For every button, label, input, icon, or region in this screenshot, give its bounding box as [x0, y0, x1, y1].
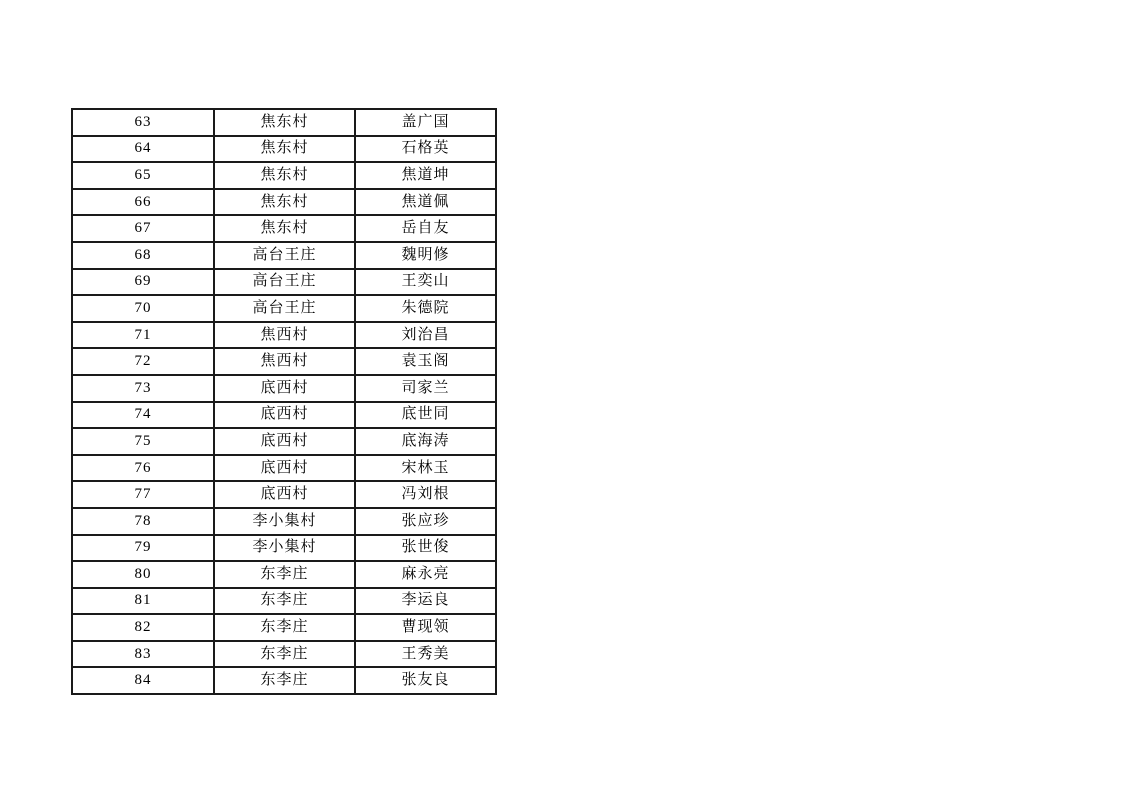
table-row: [72, 481, 496, 508]
cell-serial-number: 72: [72, 348, 214, 375]
table-row: [72, 189, 496, 216]
cell-person-name: 底海涛: [355, 428, 496, 455]
cell-village-name: 焦东村: [214, 162, 355, 189]
cell-serial-number: 73: [72, 375, 214, 402]
cell-village-name: 焦东村: [214, 215, 355, 242]
cell-person-name: 王秀美: [355, 641, 496, 668]
cell-person-name: 宋林玉: [355, 455, 496, 482]
cell-serial-number: 63: [72, 109, 214, 136]
cell-person-name: 曹现领: [355, 614, 496, 641]
cell-serial-number: 68: [72, 242, 214, 269]
cell-village-name: 焦东村: [214, 136, 355, 163]
table-row: [72, 588, 496, 615]
cell-village-name: 高台王庄: [214, 242, 355, 269]
cell-village-name: 东李庄: [214, 561, 355, 588]
cell-serial-number: 64: [72, 136, 214, 163]
table-row: [72, 561, 496, 588]
table-row: [72, 508, 496, 535]
cell-serial-number: 67: [72, 215, 214, 242]
table-row: [72, 136, 496, 163]
cell-village-name: 高台王庄: [214, 269, 355, 296]
cell-village-name: 底西村: [214, 402, 355, 429]
table-row: [72, 375, 496, 402]
table-row: [72, 242, 496, 269]
cell-serial-number: 78: [72, 508, 214, 535]
cell-serial-number: 84: [72, 667, 214, 694]
roster-table: [71, 108, 497, 695]
cell-serial-number: 77: [72, 481, 214, 508]
cell-person-name: 麻永亮: [355, 561, 496, 588]
cell-village-name: 底西村: [214, 455, 355, 482]
cell-serial-number: 65: [72, 162, 214, 189]
cell-person-name: 李运良: [355, 588, 496, 615]
table-row: [72, 348, 496, 375]
table-row: [72, 428, 496, 455]
cell-village-name: 焦西村: [214, 322, 355, 349]
cell-village-name: 李小集村: [214, 535, 355, 562]
table-row: [72, 269, 496, 296]
cell-village-name: 底西村: [214, 428, 355, 455]
cell-village-name: 东李庄: [214, 667, 355, 694]
table-row: [72, 322, 496, 349]
cell-person-name: 张友良: [355, 667, 496, 694]
table-row: [72, 215, 496, 242]
cell-person-name: 岳自友: [355, 215, 496, 242]
cell-person-name: 袁玉阁: [355, 348, 496, 375]
cell-village-name: 东李庄: [214, 641, 355, 668]
cell-serial-number: 80: [72, 561, 214, 588]
cell-village-name: 焦西村: [214, 348, 355, 375]
cell-person-name: 焦道坤: [355, 162, 496, 189]
roster-table-body: [72, 109, 496, 694]
cell-person-name: 司家兰: [355, 375, 496, 402]
cell-village-name: 东李庄: [214, 614, 355, 641]
cell-village-name: 底西村: [214, 375, 355, 402]
cell-serial-number: 79: [72, 535, 214, 562]
cell-serial-number: 83: [72, 641, 214, 668]
cell-serial-number: 76: [72, 455, 214, 482]
cell-person-name: 王奕山: [355, 269, 496, 296]
table-row: [72, 455, 496, 482]
table-row: [72, 402, 496, 429]
cell-serial-number: 81: [72, 588, 214, 615]
cell-person-name: 底世同: [355, 402, 496, 429]
cell-person-name: 盖广国: [355, 109, 496, 136]
table-row: [72, 535, 496, 562]
table-row: [72, 109, 496, 136]
cell-person-name: 石格英: [355, 136, 496, 163]
table-row: [72, 667, 496, 694]
cell-person-name: 张应珍: [355, 508, 496, 535]
cell-serial-number: 69: [72, 269, 214, 296]
cell-serial-number: 70: [72, 295, 214, 322]
table-row: [72, 295, 496, 322]
cell-serial-number: 66: [72, 189, 214, 216]
cell-village-name: 焦东村: [214, 109, 355, 136]
cell-serial-number: 71: [72, 322, 214, 349]
table-row: [72, 162, 496, 189]
table-row: [72, 641, 496, 668]
cell-serial-number: 82: [72, 614, 214, 641]
cell-village-name: 焦东村: [214, 189, 355, 216]
cell-village-name: 东李庄: [214, 588, 355, 615]
cell-person-name: 张世俊: [355, 535, 496, 562]
cell-person-name: 焦道佩: [355, 189, 496, 216]
cell-village-name: 高台王庄: [214, 295, 355, 322]
table-row: [72, 614, 496, 641]
cell-village-name: 底西村: [214, 481, 355, 508]
cell-serial-number: 75: [72, 428, 214, 455]
cell-person-name: 朱德院: [355, 295, 496, 322]
cell-person-name: 魏明修: [355, 242, 496, 269]
cell-serial-number: 74: [72, 402, 214, 429]
cell-village-name: 李小集村: [214, 508, 355, 535]
cell-person-name: 冯刘根: [355, 481, 496, 508]
cell-person-name: 刘治昌: [355, 322, 496, 349]
